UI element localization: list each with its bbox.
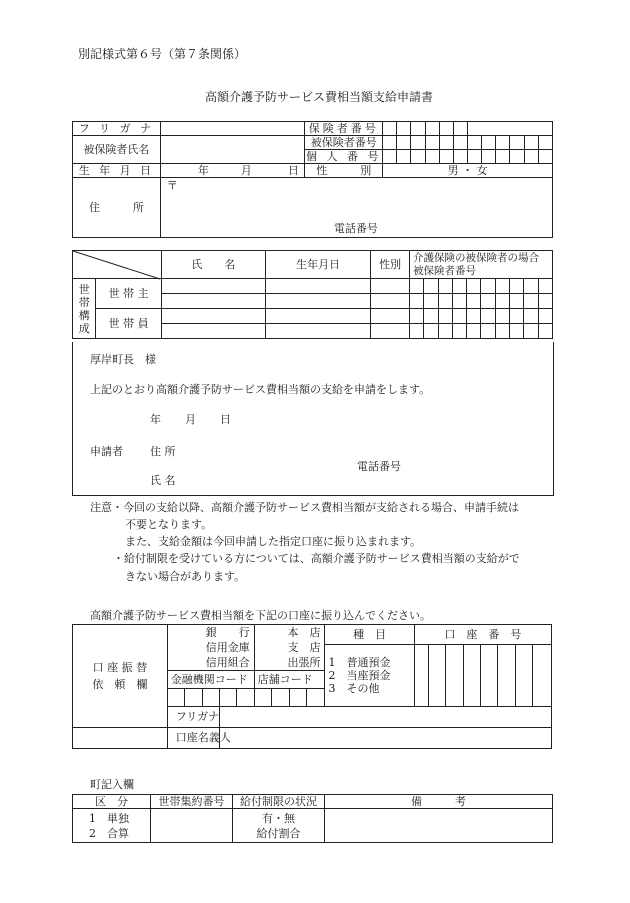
dob-day: 日: [287, 164, 299, 177]
statement: 上記のとおり高額介護予防サービス費相当額の支給を申請をします。: [90, 383, 431, 396]
insured-number-label: 被保険者番号: [305, 136, 383, 150]
town-section-title: 町記入欄: [90, 778, 134, 791]
type-current: 2 当座預金: [328, 669, 391, 682]
address-label: 住 所: [73, 178, 161, 238]
dob-year: 年: [197, 164, 209, 177]
applicant-phone-label: 電話番号: [357, 460, 401, 473]
applicant-name-label: 氏 名: [150, 474, 176, 487]
note-line5: きない場合があります。: [125, 570, 246, 583]
household-header-diagonal: [73, 251, 162, 279]
dob-input[interactable]: [160, 164, 304, 178]
branch-main: 本 店: [287, 626, 321, 639]
holder-input[interactable]: [219, 728, 551, 749]
bank-label-line1: 口 座 振 替: [92, 661, 148, 674]
bank-intro: 高額介護予防サービス費相当額を下記の口座に振り込んでください。: [90, 609, 431, 622]
bank-label-line2: 依 頼 欄: [92, 678, 148, 691]
col-insured-line2: 被保険者番号: [412, 264, 476, 277]
household-table: [72, 250, 553, 339]
date-year: 年: [150, 413, 161, 426]
cat-single: 1 単独: [89, 811, 129, 825]
diagonal-line: [73, 251, 160, 279]
bank-label: [73, 625, 168, 728]
sex-value[interactable]: 男 ・ 女: [383, 164, 553, 178]
head-label: 世 帯 主: [96, 279, 161, 309]
member-label: 世 帯 員: [96, 309, 161, 339]
insurer-number-input[interactable]: [468, 122, 553, 136]
postal-mark: 〒: [166, 179, 178, 192]
insured-name-input[interactable]: [160, 136, 304, 164]
household-group-label: [73, 279, 96, 339]
branch-office: 出張所: [287, 656, 321, 669]
col-category: 区 分: [73, 795, 151, 809]
account-number-header: 口 座 番 号: [414, 625, 551, 645]
account-type-options[interactable]: [325, 645, 414, 707]
institution-type[interactable]: [167, 625, 254, 671]
col-insured-number: [409, 251, 552, 279]
note-line3: また、支給金額は今回申請した指定口座に振り込まれます。: [125, 535, 422, 548]
personal-number-label: 個 人 番 号: [306, 149, 382, 163]
dob-month: 月: [240, 164, 252, 177]
institution-code-label: 金融機関コード: [167, 671, 254, 689]
insured-info-table: [72, 121, 553, 238]
date-month: 月: [185, 413, 196, 426]
note-line2: 不要となります。: [125, 518, 213, 531]
inst-kumiai: 信用組合: [205, 656, 250, 669]
remarks-input[interactable]: [325, 809, 553, 843]
applicant-label: 申請者: [90, 445, 123, 458]
category-options[interactable]: [73, 809, 151, 843]
col-restriction: 給付制限の状況: [233, 795, 325, 809]
note-line4: ・給付制限を受けている方については、高額介護予防サービス費相当額の支給がで: [113, 552, 520, 565]
bank-table: [72, 624, 552, 749]
restr-ratio: 給付割合: [256, 826, 301, 840]
holder-label: 口座名義人: [167, 728, 219, 749]
type-other: 3 その他: [328, 682, 380, 695]
restr-yes-no: 有・無: [262, 811, 295, 825]
col-household-no: 世帯集約番号: [151, 795, 233, 809]
note-line1: 注意・今回の支給以降、高額介護予防サービス費相当額が支給される場合、申請手続は: [90, 501, 519, 514]
col-insured-line1: 介護保険の被保険者の場合: [412, 251, 539, 264]
restriction-options[interactable]: [233, 809, 325, 843]
branch-branch: 支 店: [287, 641, 321, 654]
furigana-input[interactable]: [160, 122, 304, 136]
dob-label: 生 年 月 日: [73, 164, 161, 178]
address-input[interactable]: [160, 178, 552, 238]
holder-furigana-label: フリガナ: [167, 707, 219, 728]
col-name: 氏 名: [161, 251, 265, 279]
col-dob: 生年月日: [266, 251, 371, 279]
household-no-input[interactable]: [151, 809, 233, 843]
applicant-address-label: 住 所: [150, 445, 176, 458]
insured-name-label: 被保険者氏名: [73, 136, 161, 164]
col-sex: 性別: [371, 251, 410, 279]
household-group-text: 世帯構成: [78, 282, 90, 335]
type-ordinary: 1 普通預金: [328, 656, 391, 669]
cat-combined: 2 合算: [89, 826, 129, 840]
form-number: 別記様式第６号（第７条関係）: [78, 47, 247, 61]
furigana-label: フ リ ガ ナ: [73, 122, 161, 136]
sex-label: 性 別: [305, 164, 383, 178]
account-type-header: 種 目: [325, 625, 414, 645]
inst-shinkin: 信用金庫: [205, 641, 250, 654]
branch-type[interactable]: [254, 625, 325, 671]
inst-bank: 銀 行: [205, 626, 250, 639]
date-day: 日: [220, 413, 231, 426]
col-remarks: 備 考: [325, 795, 553, 809]
town-table: [72, 794, 553, 843]
phone-label: 電話番号: [333, 222, 378, 235]
addressee: 厚岸町長 様: [90, 353, 156, 366]
insurer-number-label: 保険者番号: [305, 122, 383, 136]
page-title: 高額介護予防サービス費相当額支給申請書: [205, 90, 434, 104]
holder-furigana-input[interactable]: [219, 707, 551, 728]
branch-code-label: 店舗コード: [254, 671, 325, 689]
